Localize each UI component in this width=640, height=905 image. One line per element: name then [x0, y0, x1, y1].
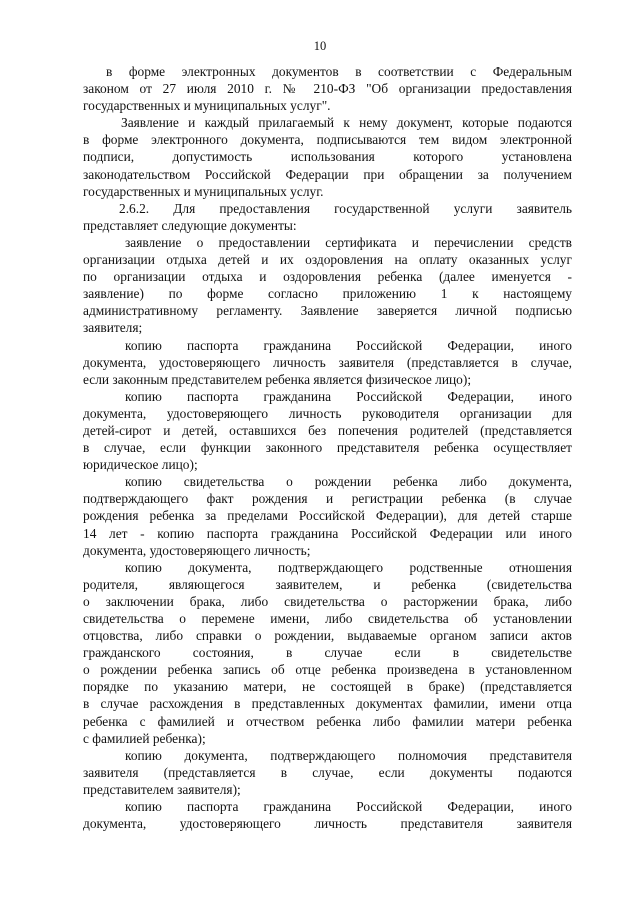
- text-line: заявление о предоставлении сертификата и перечислении средств: [125, 234, 572, 250]
- text-line: рождения ребенка за пределами Российской Федерации), для детей старше: [83, 508, 572, 524]
- text-line: заявление) по форме согласно приложению 1 к настоящему: [83, 286, 572, 302]
- text-line: отцовства, либо справки о рождении, выдаваемые органом записи актов: [83, 628, 572, 644]
- text-line: копию паспорта гражданина Российской Федерации, иного: [125, 799, 572, 815]
- text-line: о рождении ребенка запись об отце ребенка произведена в установленном: [83, 662, 572, 678]
- text-line: детей-сирот и детей, оставшихся без попечения родителей (представляется: [83, 422, 572, 438]
- paragraph-signature: [83, 114, 572, 199]
- text-line: в случае расхождения в представленных документах фамилии, имени отца: [83, 696, 572, 712]
- text-line: государственных и муниципальных услуг".: [83, 98, 331, 114]
- text-line: копию паспорта гражданина Российской Федерации, иного: [125, 337, 572, 353]
- text-line: 2.6.2. Для предоставления государственной услуги заявитель: [119, 200, 572, 216]
- text-line: представителем заявителя);: [83, 781, 241, 797]
- document-body: [83, 63, 572, 832]
- text-line: копию паспорта гражданина Российской Федерации, иного: [125, 388, 572, 404]
- paragraph-application: [83, 234, 572, 337]
- text-line: юридическое лицо);: [83, 457, 198, 473]
- text-line: в форме электронного документа, подписываются тем видом электронной: [83, 132, 572, 148]
- text-line: копию документа, подтверждающего родственные отношения: [125, 559, 572, 575]
- text-line: 14 лет - копию паспорта гражданина Российской Федерации или иного: [83, 525, 572, 541]
- text-line: копию документа, подтверждающего полномочия представителя: [125, 747, 572, 763]
- text-line: Заявление и каждый прилагаемый к нему документ, которые подаются: [121, 115, 572, 131]
- text-line: документа, удостоверяющего личность заявителя (представляется в случае,: [83, 354, 572, 370]
- paragraph-kinship-document: [83, 559, 572, 747]
- text-line: о заключении брака, либо свидетельства о расторжении брака, либо: [83, 593, 572, 609]
- text-line: заявителя (представляется в случае, если документы подаются: [83, 764, 572, 780]
- text-line: законодательством Российской Федерации при обращении за получением: [83, 166, 572, 182]
- text-line: документа, удостоверяющего личность представителя заявителя: [83, 816, 572, 832]
- text-line: родителя, являющегося заявителем, и ребенка (свидетельства: [83, 576, 572, 592]
- text-line: подписи, допустимость использования которого установлена: [83, 149, 572, 165]
- text-line: свидетельства о перемене имени, либо свидетельства об установлении: [83, 611, 572, 626]
- paragraph-representative-passport: [83, 798, 572, 832]
- text-line: по организации отдыха и оздоровления ребенка (далее именуется -: [83, 269, 572, 285]
- text-line: государственных и муниципальных услуг.: [83, 183, 324, 199]
- paragraph-electronic-form: [83, 63, 572, 114]
- paragraph-authority-document: [83, 747, 572, 798]
- page-number: 10: [313, 39, 327, 53]
- text-line: копию свидетельства о рождении ребенка либо документа,: [125, 474, 572, 490]
- paragraph-birth-certificate: [83, 473, 572, 558]
- text-line: законом от 27 июля 2010 г. № 210-ФЗ "Об организации предоставления: [83, 81, 572, 97]
- paragraph-2-6-2: [83, 200, 572, 234]
- paragraph-head-passport: [83, 388, 572, 473]
- text-line: документа, удостоверяющего личность;: [83, 542, 311, 558]
- text-line: заявителя;: [83, 320, 143, 336]
- text-line: ребенка с фамилией и отчеством ребенка либо фамилии матери ребенка: [83, 713, 572, 729]
- text-line: организации отдыха детей и их оздоровления на оплату оказанных услуг: [83, 252, 572, 268]
- text-line: в форме электронных документов в соответствии с Федеральным: [106, 64, 572, 79]
- text-line: если законным представителем ребенка является физическое лицо);: [83, 371, 472, 387]
- text-line: в случае, если функции законного представителя ребенка осуществляет: [83, 440, 572, 456]
- text-line: административному регламенту. Заявление заверяется личной подписью: [83, 303, 572, 319]
- text-line: с фамилией ребенка);: [83, 730, 206, 746]
- paragraph-applicant-passport: [83, 337, 572, 388]
- text-line: гражданского состояния, в случае если в свидетельстве: [83, 645, 572, 661]
- text-line: порядке по указанию матери, не состоящей в браке) (представляется: [83, 679, 572, 695]
- text-line: документа, удостоверяющего личность руководителя организации для: [83, 405, 572, 421]
- text-line: подтверждающего факт рождения и регистрации ребенка (в случае: [83, 491, 572, 507]
- text-line: представляет следующие документы:: [83, 217, 297, 233]
